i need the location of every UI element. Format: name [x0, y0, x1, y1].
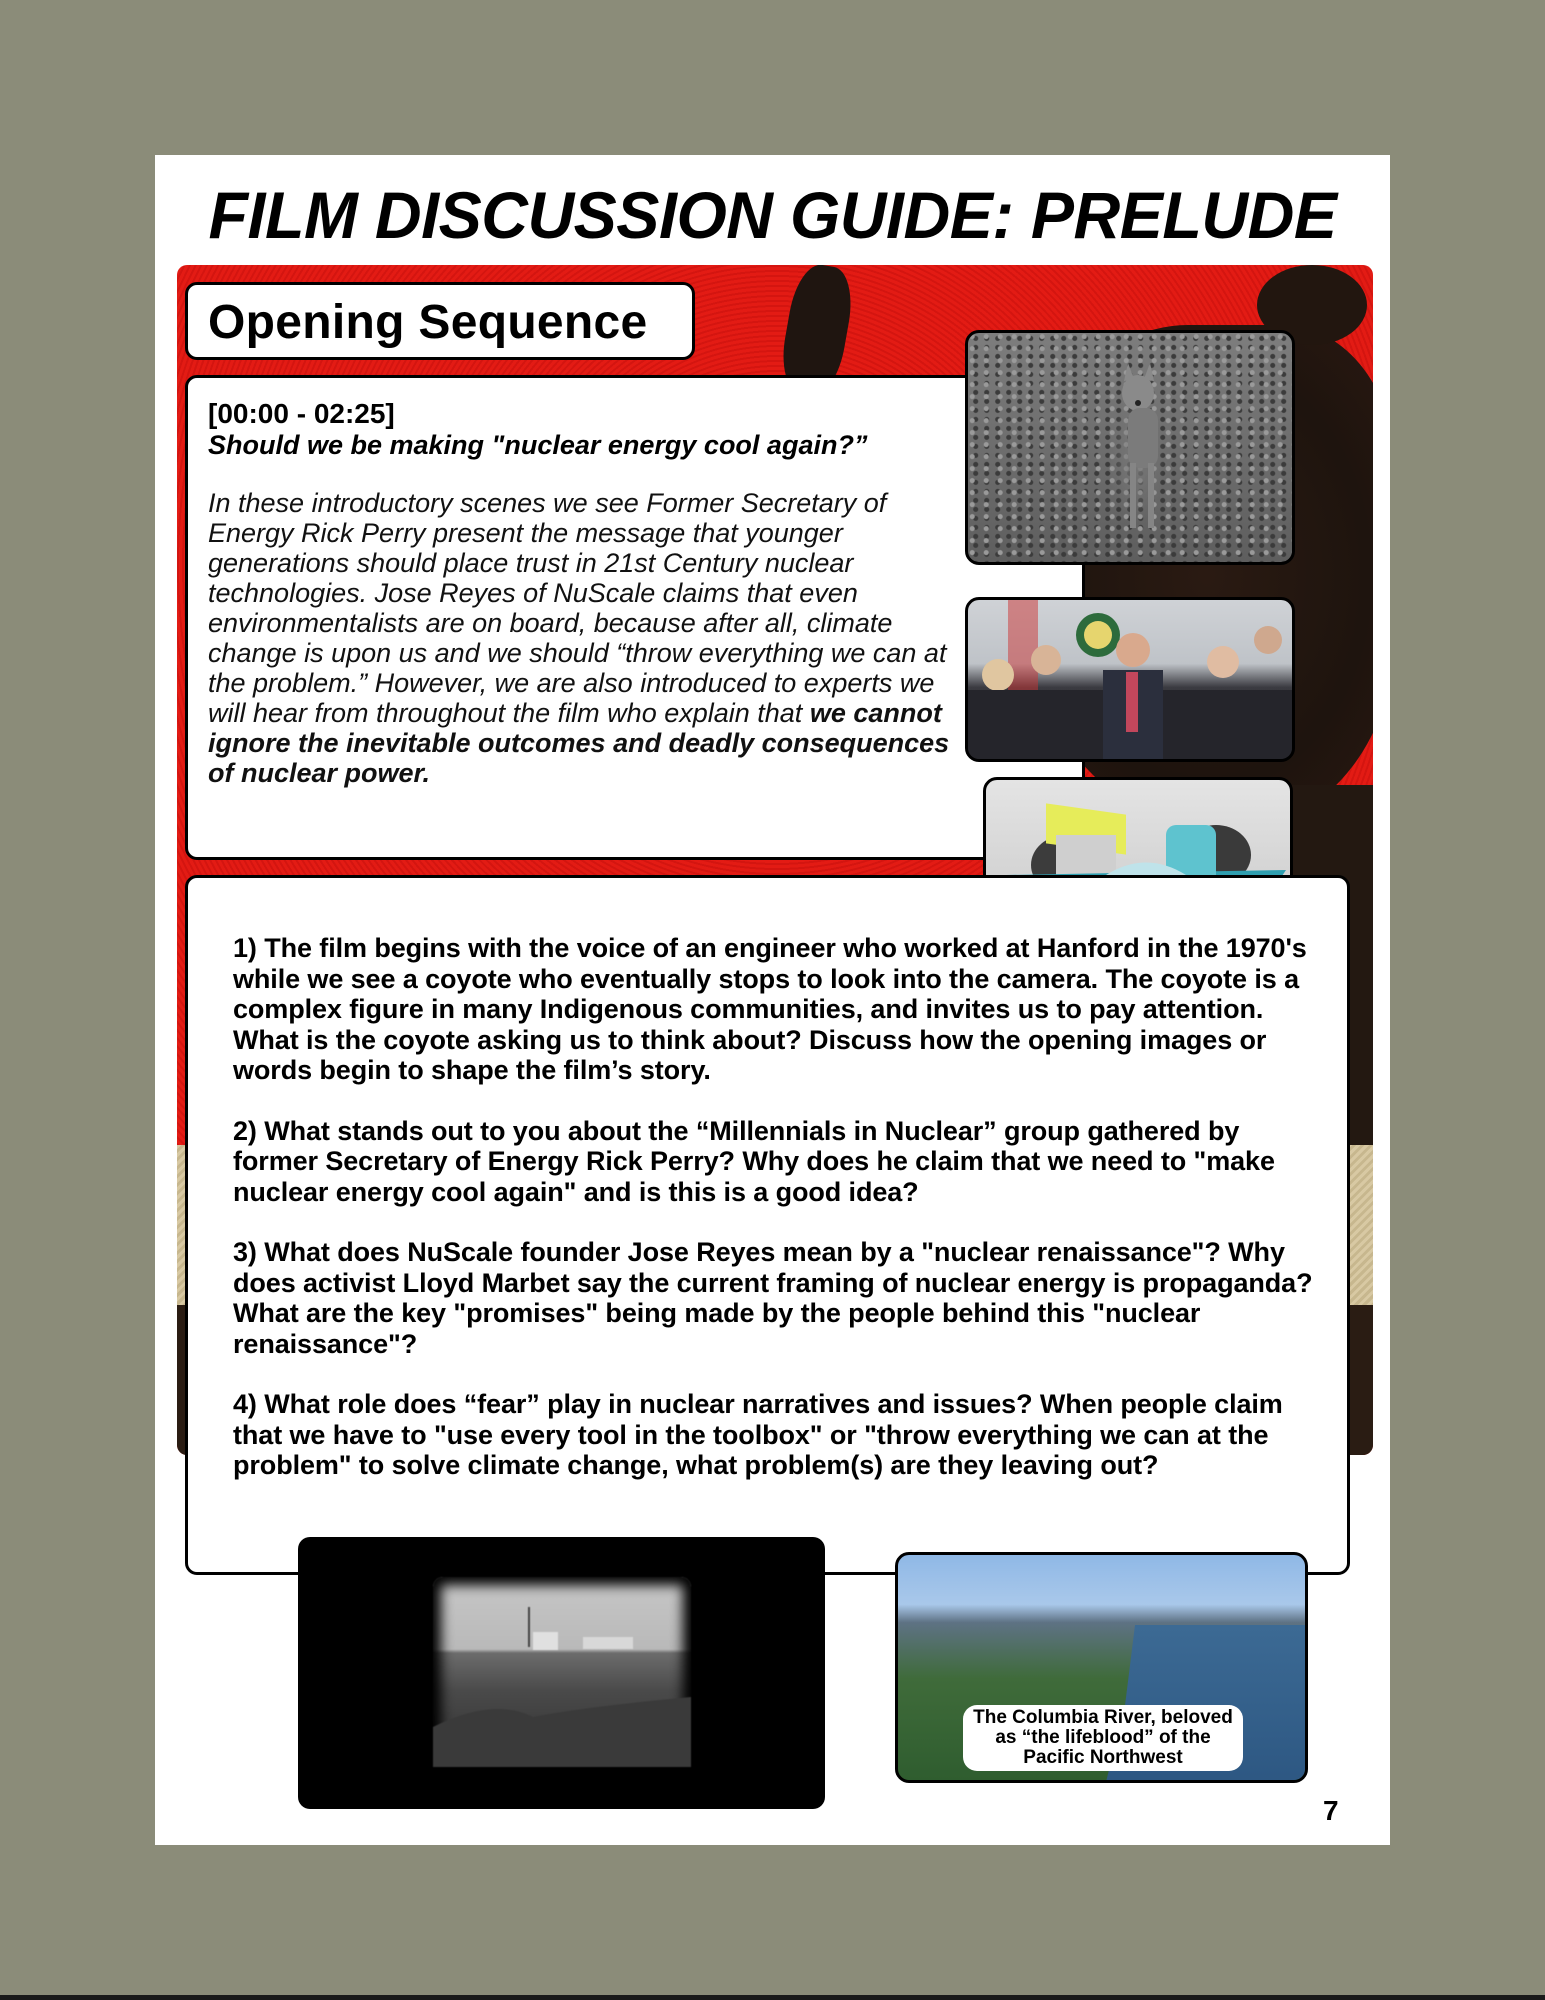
- section-heading: Opening Sequence: [208, 296, 648, 349]
- question-item: 2) What stands out to you about the “Millennials in Nuclear” group gathered by former Secretary of Energy Rick Perry? Why does he claim that we need to "make nuclear energy cool again" and is this is a good idea?: [233, 1115, 1275, 1207]
- discussion-questions-box: [185, 875, 1350, 1575]
- screen-bottom-edge: [0, 1995, 1545, 2000]
- coyote-figure-icon: [1108, 363, 1178, 533]
- timecode: [00:00 - 02:25]: [208, 398, 395, 429]
- section-question: Should we be making "nuclear energy cool again?”: [208, 430, 868, 460]
- question-list: [233, 933, 1313, 1511]
- perry-group-image: [965, 597, 1295, 762]
- columbia-river-image: [895, 1552, 1308, 1783]
- hanford-film-still: [298, 1537, 825, 1809]
- summary-emphasis: we cannot ignore the inevitable outcomes and deadly consequences of nuclear power.: [208, 698, 950, 788]
- hanford-landscape: [433, 1577, 691, 1767]
- question-item: 4) What role does “fear” play in nuclear narratives and issues? When people claim that we have to "use every tool in the toolbox" or "throw everything we can at the problem" to solve climate change, what problem(s) are they leaving out?: [233, 1389, 1283, 1480]
- summary-paragraph: [208, 488, 978, 788]
- section-summary-box: [185, 375, 1085, 860]
- question-item: 1) The film begins with the voice of an engineer who worked at Hanford in the 1970's while we see a coyote who eventually stops to look into the camera. The coyote is a complex figure in many Indigenous communities, and invites us to pay attention. What is the coyote asking us to think about? Discuss how the opening images or words begin to shape the film’s story.: [233, 933, 1307, 1085]
- question-item: 3) What does NuScale founder Jose Reyes mean by a "nuclear renaissance"? Why does activist Lloyd Marbet say the current framing of nuclear energy is propaganda? What are the key "promises" being made by the people behind this "nuclear renaissance"?: [233, 1237, 1313, 1359]
- group-photo-figures: [968, 600, 1295, 762]
- page-number: 7: [1323, 1795, 1339, 1826]
- page-title: FILM DISCUSSION GUIDE: PRELUDE: [208, 178, 1337, 252]
- coyote-image: [965, 330, 1295, 565]
- document-page: [155, 155, 1390, 1845]
- section-header-box: [185, 282, 695, 360]
- summary-text: In these introductory scenes we see Former Secretary of Energy Rick Perry present the message that younger generations should place trust in 21st Century nuclear technologies. Jose Reyes of NuScale claims that even environmentalists are on board, because after all, climate change is upon us and we should “throw everything we can at the problem.” However, we are also introduced to experts we will hear from throughout the film who explain that: [208, 488, 947, 728]
- image-caption: The Columbia River, beloved as “the lifeblood” of the Pacific Northwest: [963, 1705, 1243, 1771]
- film-frame: [433, 1577, 691, 1767]
